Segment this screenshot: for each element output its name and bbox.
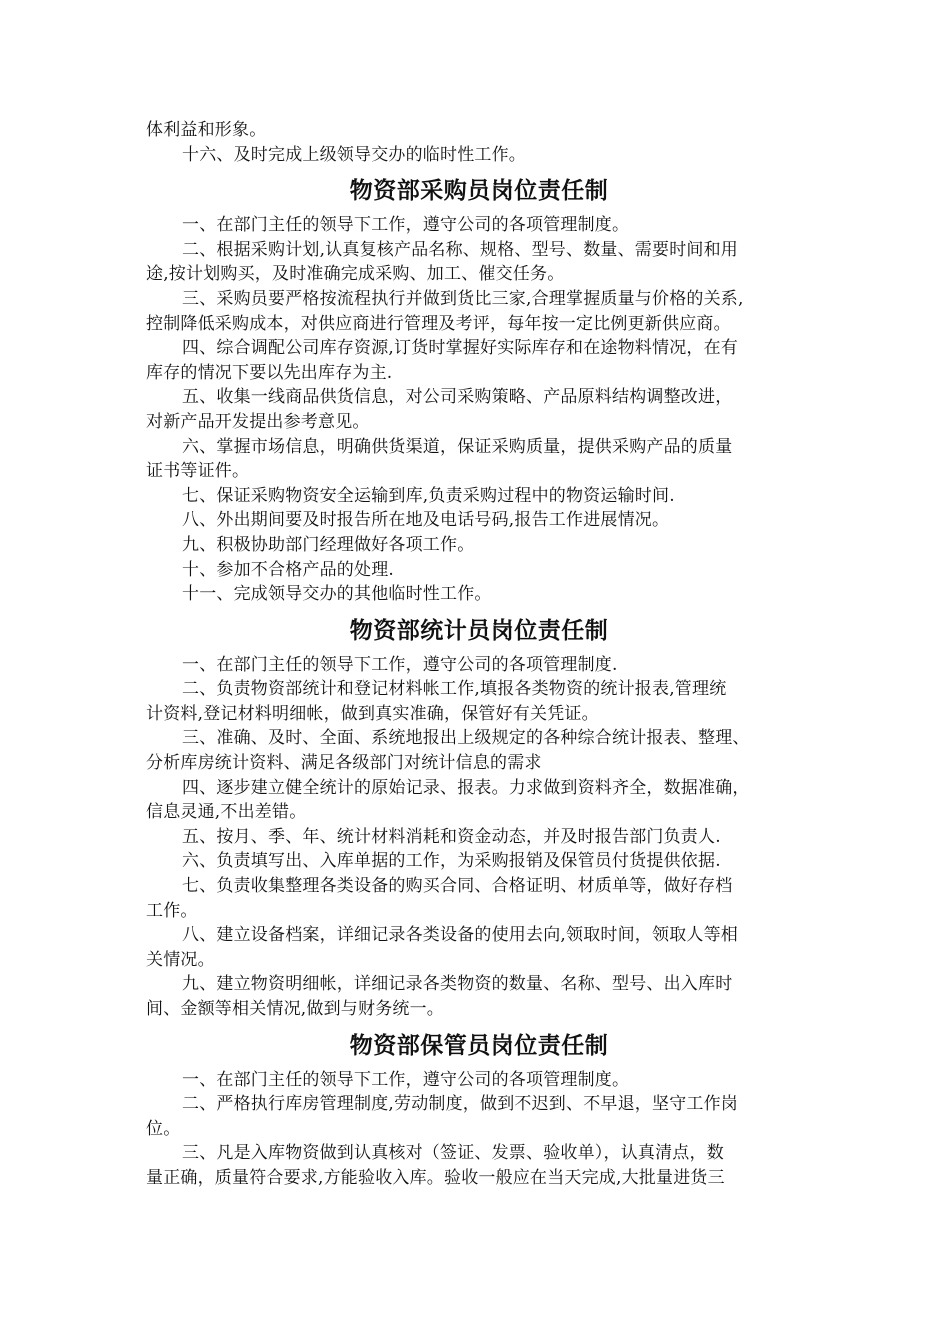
purchaser-line: 对新产品开发提出参考意见。: [146, 411, 370, 432]
keeper-line: 位。: [146, 1118, 181, 1139]
intro-line-1: 体利益和形象。: [146, 120, 267, 140]
purchaser-line: 四、综合调配公司库存资源,订货时掌握好实际库存和在途物料情况，在有: [182, 338, 739, 359]
purchaser-line: 二、根据采购计划,认真复核产品名称、规格、型号、数量、需要时间和用: [182, 239, 739, 260]
purchaser-line: 控制降低采购成本，对供应商进行管理及考评，每年按一定比例更新供应商。: [146, 313, 731, 334]
statistician-line: 六、负责填写出、入库单据的工作，为采购报销及保管员付货提供依据.: [182, 851, 721, 872]
statistician-line: 四、逐步建立健全统计的原始记录、报表。力求做到资料齐全，数据准确，: [182, 777, 750, 798]
purchaser-line: 途,按计划购买，及时准确完成采购、加工、催交任务。: [146, 264, 565, 285]
purchaser-line: 十、参加不合格产品的处理.: [182, 559, 395, 580]
purchaser-line: 十一、完成领导交办的其他临时性工作。: [182, 584, 492, 605]
statistician-line: 关情况。: [146, 949, 215, 970]
statistician-line: 信息灵通,不出差错。: [146, 802, 307, 823]
purchaser-line: 六、掌握市场信息，明确供货渠道，保证采购质量，提供采购产品的质量: [182, 436, 733, 457]
statistician-line: 一、在部门主任的领导下工作，遵守公司的各项管理制度.: [182, 654, 618, 675]
purchaser-line: 九、积极协助部门经理做好各项工作。: [182, 534, 475, 555]
keeper-line: 二、严格执行库房管理制度,劳动制度，做到不迟到、不早退，坚守工作岗: [182, 1094, 739, 1115]
section-title-purchaser: 物资部采购员岗位责任制: [349, 178, 609, 205]
purchaser-line: 五、收集一线商品供货信息，对公司采购策略、产品原料结构调整改进，: [182, 387, 733, 408]
purchaser-line: 三、采购员要严格按流程执行并做到货比三家,合理掌握质量与价格的关系,: [182, 288, 744, 309]
purchaser-line: 八、外出期间要及时报告所在地及电话号码,报告工作进展情况。: [182, 510, 670, 531]
document-page: [146, 118, 812, 1191]
statistician-line: 九、建立物资明细帐，详细记录各类物资的数量、名称、型号、出入库时: [182, 974, 733, 995]
purchaser-line: 库存的情况下要以先出库存为主.: [146, 362, 393, 383]
keeper-line: 量正确，质量符合要求,方能验收入库。验收一般应在当天完成,大批量进货三: [146, 1167, 725, 1188]
section-title-keeper: 物资部保管员岗位责任制: [349, 1032, 609, 1059]
purchaser-line: 一、在部门主任的领导下工作，遵守公司的各项管理制度。: [182, 215, 630, 236]
statistician-line: 五、按月、季、年、统计材料消耗和资金动态，并及时报告部门负责人.: [182, 826, 721, 847]
section-title-statistician: 物资部统计员岗位责任制: [349, 617, 609, 644]
purchaser-line: 七、保证采购物资安全运输到库,负责采购过程中的物资运输时间.: [182, 485, 675, 506]
intro-line-2: 十六、及时完成上级领导交办的临时性工作。: [182, 144, 526, 165]
statistician-line: 二、负责物资部统计和登记材料帐工作,填报各类物资的统计报表,管理统: [182, 679, 727, 700]
keeper-line: 一、在部门主任的领导下工作，遵守公司的各项管理制度。: [182, 1069, 630, 1090]
statistician-line: 分析库房统计资料、满足各级部门对统计信息的需求: [146, 753, 542, 774]
statistician-line: 工作。: [146, 900, 198, 921]
statistician-line: 计资料,登记材料明细帐，做到真实准确，保管好有关凭证。: [146, 703, 599, 724]
purchaser-line: 证书等证件。: [146, 461, 250, 482]
keeper-line: 三、凡是入库物资做到认真核对（签证、发票、验收单），认真清点，数: [182, 1143, 724, 1164]
statistician-line: 八、建立设备档案，详细记录各类设备的使用去向,领取时间，领取人等相: [182, 925, 739, 946]
statistician-line: 七、负责收集整理各类设备的购买合同、合格证明、材质单等，做好存档: [182, 876, 733, 897]
statistician-line: 三、准确、及时、全面、系统地报出上级规定的各种综合统计报表、整理、: [182, 728, 750, 749]
statistician-line: 间、金额等相关情况,做到与财务统一。: [146, 999, 445, 1019]
